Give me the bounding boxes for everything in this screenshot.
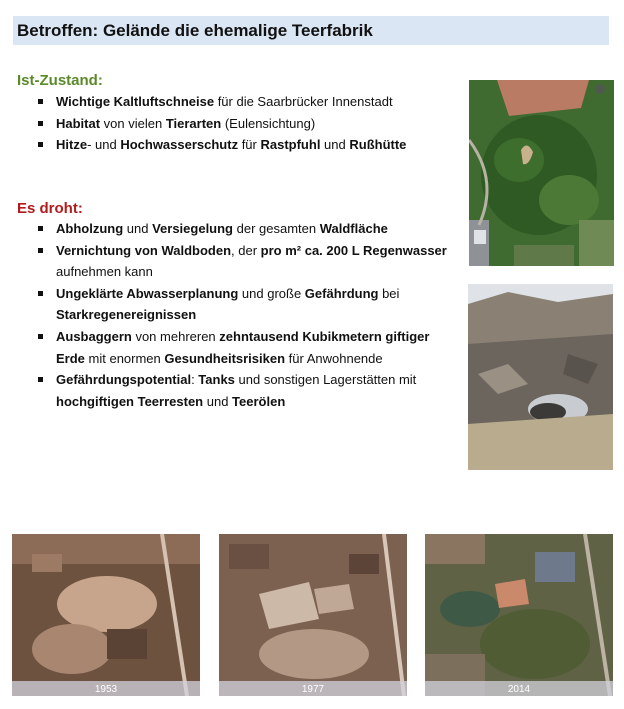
list-item-text: und sonstigen Lagerstätten mit [234,372,417,388]
list-item-text: Ausbaggern [56,328,132,344]
year-label-1953: 1953 [94,684,118,695]
list-item-text: pro m² ca. 200 L Regenwasser [260,242,447,258]
ist-list-item [38,91,448,113]
list-item-text: : [191,372,199,388]
list-item-text: Gefährdung [304,285,379,301]
list-item-text: Wichtige Kaltluftschneise [56,94,215,109]
ist-heading: Ist-Zustand: [17,72,103,89]
droht-list-item [38,283,448,326]
historical-photo-1977 [219,534,407,696]
list-item-text: Ungeklärte Abwasserplanung [56,285,239,301]
list-item-text: Gefährdungspotential [56,372,192,388]
year-label-2014: 2014 [507,684,531,695]
page-title: Betroffen: Gelände die ehemalige Teerfabrik [17,21,373,40]
droht-list-item [38,218,448,240]
list-item-text: Versiegelung [152,221,233,236]
list-item-text: und [203,393,233,409]
list-item-text: Rußhütte [349,137,407,153]
droht-list-item [38,326,448,369]
list-item-text: Tierarten [165,115,222,131]
list-item-text: Waldfläche [319,221,388,236]
list-item-text: Hitze [56,137,88,153]
list-item-text: aufnehmen kann [56,264,153,280]
ist-list-item [38,134,448,156]
list-item-text: für die Saarbrücker Innenstadt [214,94,393,109]
list-item-text: für [238,137,261,153]
historical-photo-1953 [12,534,200,696]
ist-list-item [38,113,448,135]
list-item-text: Habitat [56,115,101,131]
list-item-text: für Anwohnende [285,350,383,366]
list-item-text: von vielen [100,115,166,131]
droht-list [38,218,448,412]
aerial-photo [469,80,614,266]
list-item-text: und [123,221,153,236]
list-item-text: Abholzung [56,221,124,236]
list-item-text: zehntausend Kubikmetern giftiger Erde [56,328,430,366]
historical-photo-2014 [425,534,613,696]
list-item-text: bei [378,285,400,301]
list-item-text: Teerölen [232,393,286,409]
year-label-1977: 1977 [301,684,325,695]
list-item-text: der gesamten [233,221,320,236]
ist-list [38,91,448,156]
droht-list-item [38,240,448,283]
list-item-text: (Eulensichtung) [221,115,316,131]
list-item-text: hochgiftigen Teerresten [56,393,204,409]
list-item-text: - und [87,137,121,153]
droht-heading: Es droht: [17,200,83,217]
list-item-text: Hochwasserschutz [120,137,239,153]
list-item-text: und [320,137,350,153]
list-item-text: Gesundheitsrisiken [164,350,286,366]
list-item-text: Rastpfuhl [260,137,321,153]
list-item-text: Vernichtung von Waldboden [56,242,232,258]
droht-list-item [38,369,448,412]
list-item-text: von mehreren [131,328,220,344]
title-bar [13,16,609,45]
list-item-text: und große [238,285,305,301]
list-item-text: , der [231,242,261,258]
list-item-text: Tanks [198,372,235,388]
excavation-photo [468,284,613,470]
list-item-text: Starkregenereignissen [56,307,197,323]
list-item-text: mit enormen [84,350,165,366]
